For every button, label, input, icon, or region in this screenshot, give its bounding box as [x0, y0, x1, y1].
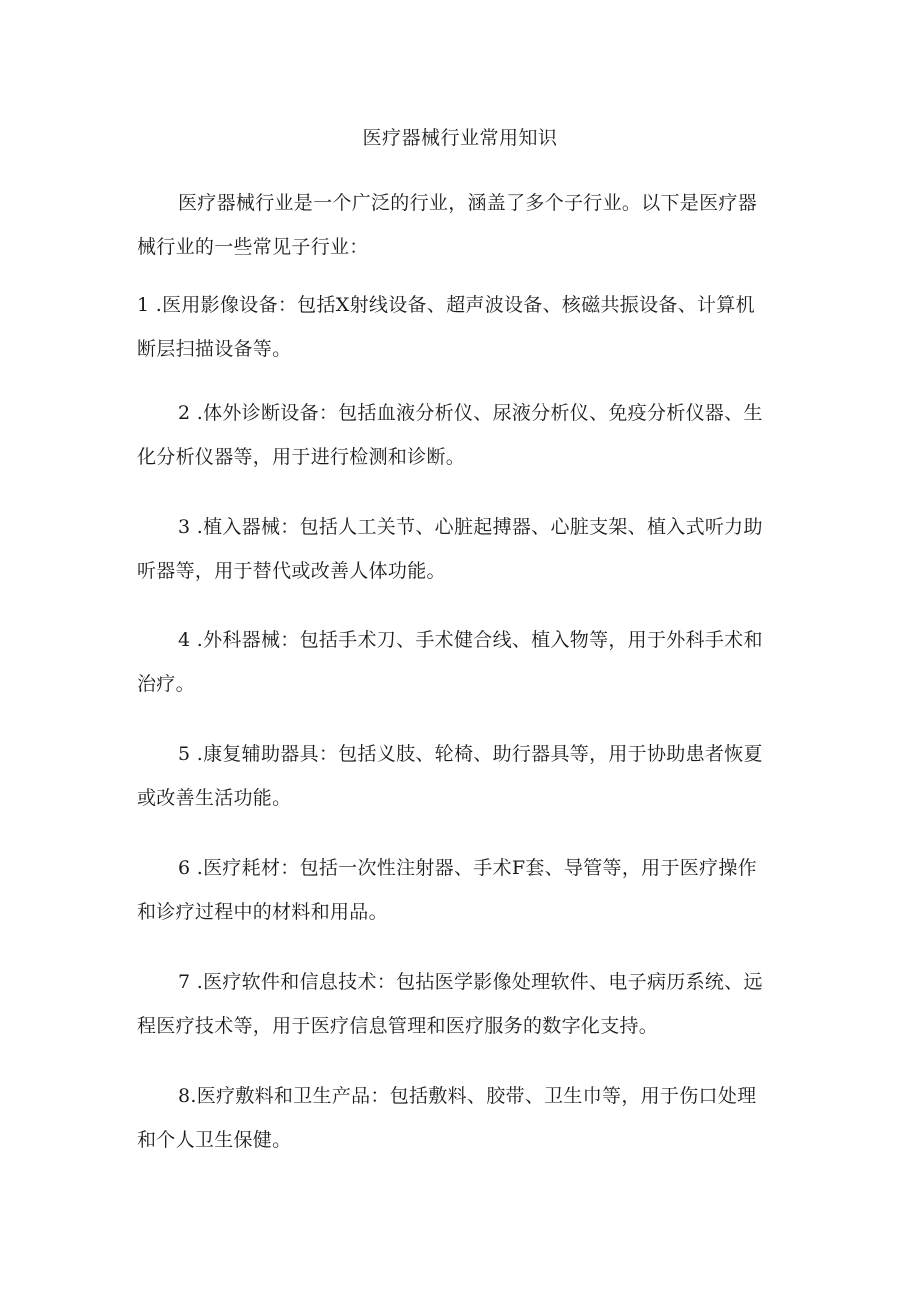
paragraph-line: 5 .康复辅助器具：包括义肢、轮椅、助行器具等，用于协助患者恢夏 — [178, 743, 763, 765]
paragraph-intro — [137, 181, 789, 269]
list-item-2 — [137, 391, 789, 479]
list-item-3 — [137, 505, 789, 593]
paragraph-line: 7 .医疗软件和信息技术：包拈医学影像处理软件、电子病历系统、远 — [178, 971, 763, 993]
paragraph-line: 医疗器械行业是一个广泛的行业，涵盖了多个子行业。以下是医疗器 — [178, 192, 758, 214]
paragraph-line: 和个人卫生保健。 — [137, 1129, 292, 1151]
paragraph-line: 和诊疗过程中的材料和用品。 — [137, 901, 388, 923]
paragraph-line: 8.医疗敷料和卫生产品：包括敷料、胶带、卫生巾等，用于伤口处理 — [178, 1085, 757, 1107]
paragraph-line: 程医疗技术等，用于医疗信息管理和医疗服务的数字化支持。 — [137, 1015, 659, 1037]
paragraph-line: 2 .体外诊断设备：包括血液分析仪、尿液分析仪、免疫分析仪器、生 — [178, 402, 763, 424]
paragraph-line: 治疗。 — [137, 673, 195, 695]
list-item-6 — [137, 846, 789, 934]
paragraph-line: 化分析仪器等，用于进行检测和诊断。 — [137, 446, 466, 468]
paragraph-line: 3 .植入器械：包括人工关节、心脏起搏器、心脏支架、植入式听力助 — [178, 516, 763, 538]
paragraph-line: 械行业的一些常见子行业： — [137, 236, 369, 258]
list-item-4 — [137, 618, 789, 706]
document-title: 医疗器械行业常用知识 — [362, 127, 558, 149]
paragraph-line: 断层扫描设备等。 — [137, 338, 292, 360]
paragraph-line: 1 .医用影像设备：包括X射线设备、超声波设备、核磁共振设备、计算机 — [137, 294, 755, 316]
paragraph-line: 听器等，用于替代或改善人体功能。 — [137, 560, 446, 582]
paragraph-line: 或改善生活功能。 — [137, 787, 292, 809]
paragraph-line: 4 .外科器械：包括手术刀、手术健合线、植入物等，用于外科手术和 — [178, 629, 763, 651]
list-item-1 — [137, 283, 789, 371]
paragraph-line: 6 .医疗耗材：包括一次性注射器、手术F套、导管等，用于医疗操作 — [178, 857, 757, 879]
list-item-7 — [137, 960, 789, 1048]
list-item-8 — [137, 1074, 789, 1162]
list-item-5 — [137, 732, 789, 820]
